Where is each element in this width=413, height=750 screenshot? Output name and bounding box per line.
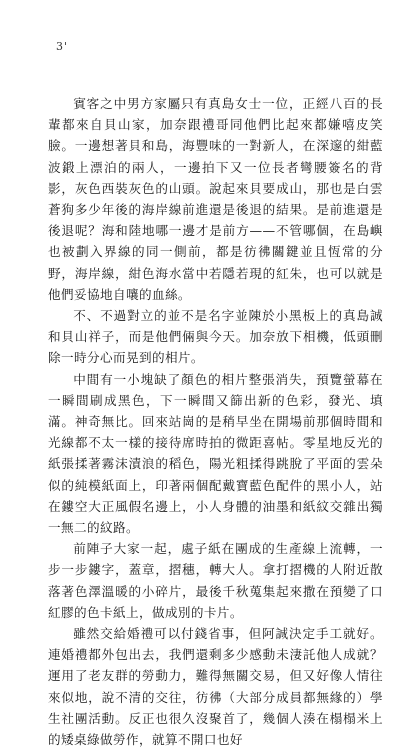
paragraph: 前陣子大家一起，處子紙在團成的生產線上流轉，一步一步鏤字，蓋章，摺穗，轉大人。拿打摺機的人附近散落著色澤溫暖的小碎片，最後千秋蒐集起來撒在預變了口紅膠的色卡紙上，做成別的卡片。 xyxy=(48,541,383,620)
paragraph: 賓客之中男方家屬只有真島女士一位，正經八百的長輩都來自貝山家，加奈跟禮哥同他們比起來都嫌嘻皮笑臉。一邊想著貝和島，海豐味的一對新人，在深邃的紺藍波鍛上漂泊的兩人，一邊拍下又一位長者彎腰簽名的背影，灰色西裝灰色的山頭。說起來貝要成山，那也是白雲蒼狗多少年後的海岸線前進還是後退的結果。是前進還是後退呢？海和陸地哪一邊才是前方——不管哪個，在島嶼也被劃入界線的同一側前，都是彷彿關鍵並且恆常的分野，海岸線，紺色海水當中若隱若現的紅朱，也可以就是他們妥協地自嚷的血絲。 xyxy=(48,96,383,302)
page-number: 3' xyxy=(56,40,69,53)
paragraph: 中間有一小塊缺了顏色的相片整張消失，預覽螢幕在一瞬間刷成黑色，下一瞬間又篩出新的色彩，發光、填滿。神奇無比。回來站崗的是稍早坐在開場前那個時間和光線都不太一樣的接待席時拍的微距喜帖。零星地反光的紙張揉著霧沫漬浪的稻色，陽光粗揉得跳脫了平面的雲朵似的純模紙面上，印著兩個配戴寶藍色配件的黑小人，站在鏤空大正風假名邊上，小人身體的油墨和紙紋交雜出獨一無二的紋路。 xyxy=(48,371,383,536)
body-text xyxy=(48,93,383,750)
paragraph: 不、不過對立的並不是名字並陳於小黑板上的真島誠和貝山祥子，而是他們倆與今天。加奈放下相機，低頭刪除一時分心而晃到的相片。 xyxy=(48,308,383,366)
paragraph: 雖然交給婚禮可以付錢省事，但阿誠決定手工就好。連婚禮都外包出去，我們還剩多少感動未淒託他人成就？運用了老友群的勞動力，難得無關交易，但又好像人情往來似地，說不清的交往，彷彿（大部分成員都無緣的）學生社團活動。反正也很久沒聚首了，幾個人湊在榻榻米上的矮桌綠做勞作，就算不開口也好 xyxy=(48,626,383,748)
